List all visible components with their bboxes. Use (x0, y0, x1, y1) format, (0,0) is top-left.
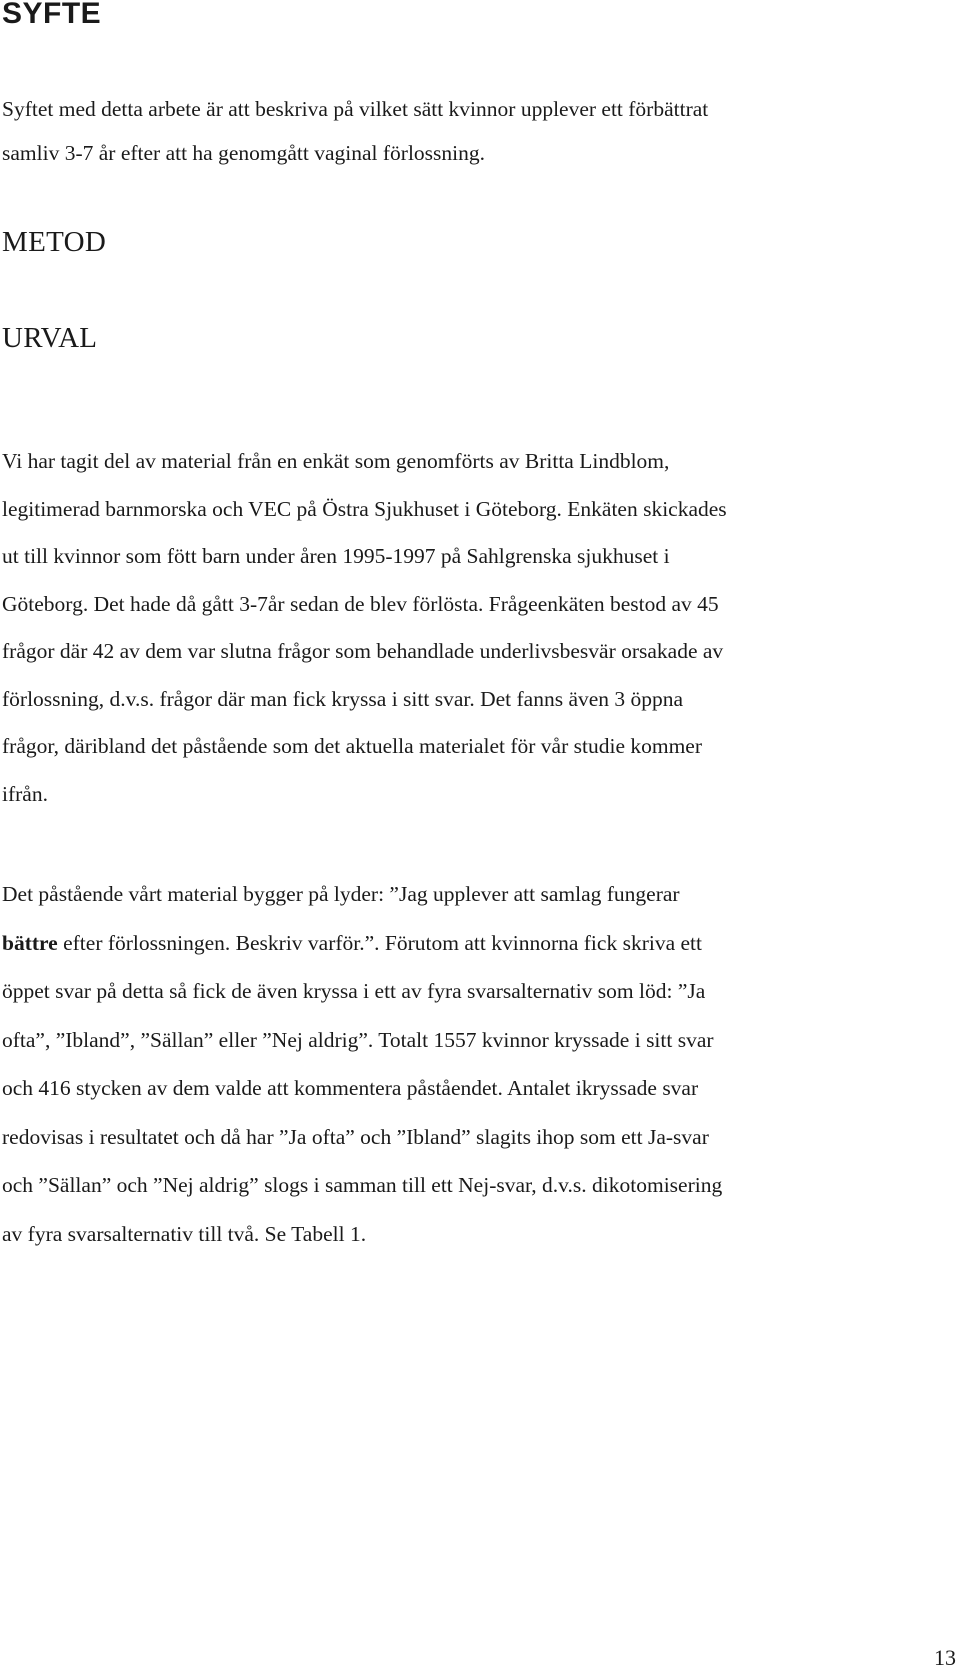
page-number: 13 (934, 1645, 956, 1670)
urval-paragraph-2 (2, 870, 942, 1258)
text-line: redovisas i resultatet och då har ”Ja ofta” och ”Ibland” slagits ihop som ett Ja-svar (2, 1124, 709, 1149)
text-line: och 416 stycken av dem valde att kommentera påståendet. Antalet ikryssade svar (2, 1076, 699, 1100)
text-line: och ”Sällan” och ”Nej aldrig” slogs i samman till ett Nej-svar, d.v.s. dikotomisering (2, 1173, 723, 1197)
text-line: samliv 3-7 år efter att ha genomgått vaginal förlossning. (2, 141, 486, 165)
text-line: frågor, däribland det påstående som det aktuella materialet för vår studie kommer (2, 734, 703, 758)
bold-word: bättre (2, 930, 58, 955)
heading-syfte: SYFTE (2, 0, 102, 30)
text-line: Göteborg. Det hade då gått 3-7år sedan de blev förlösta. Frågeenkäten bestod av 45 (2, 591, 719, 616)
text-line: frågor där 42 av dem var slutna frågor som behandlade underlivsbesvär orsakade av (2, 639, 724, 663)
text-line: ifrån. (2, 781, 48, 806)
syfte-paragraph (2, 87, 942, 175)
text-line: Vi har tagit del av material från en enkät som genomförts av Britta Lindblom, (2, 449, 670, 473)
text-line: av fyra svarsalternativ till två. Se Tabell 1. (2, 1221, 367, 1246)
urval-paragraph-1 (2, 438, 942, 818)
text-line: legitimerad barnmorska och VEC på Östra Sjukhuset i Göteborg. Enkäten skickades (2, 496, 727, 521)
text-line: förlossning, d.v.s. frågor där man fick kryssa i sitt svar. Det fanns även 3 öppna (2, 686, 684, 711)
heading-metod: METOD (2, 226, 107, 258)
text-span: efter förlossningen. Beskriv varför.”. Förutom att kvinnorna fick skriva ett (57, 930, 702, 955)
text-line: Syftet med detta arbete är att beskriva på vilket sätt kvinnor upplever ett förbättrat (2, 97, 709, 121)
text-line: öppet svar på detta så fick de även kryssa i ett av fyra svarsalternativ som löd: ”Ja (2, 979, 706, 1003)
text-line: ofta”, ”Ibland”, ”Sällan” eller ”Nej aldrig”. Totalt 1557 kvinnor kryssade i sitt svar (2, 1027, 714, 1052)
text-line: Det påstående vårt material bygger på lyder: ”Jag upplever att samlag fungerar (2, 882, 680, 906)
text-line: ut till kvinnor som fött barn under åren 1995-1997 på Sahlgrenska sjukhuset i (2, 544, 670, 568)
heading-urval: URVAL (2, 322, 98, 354)
text-line (2, 919, 942, 968)
